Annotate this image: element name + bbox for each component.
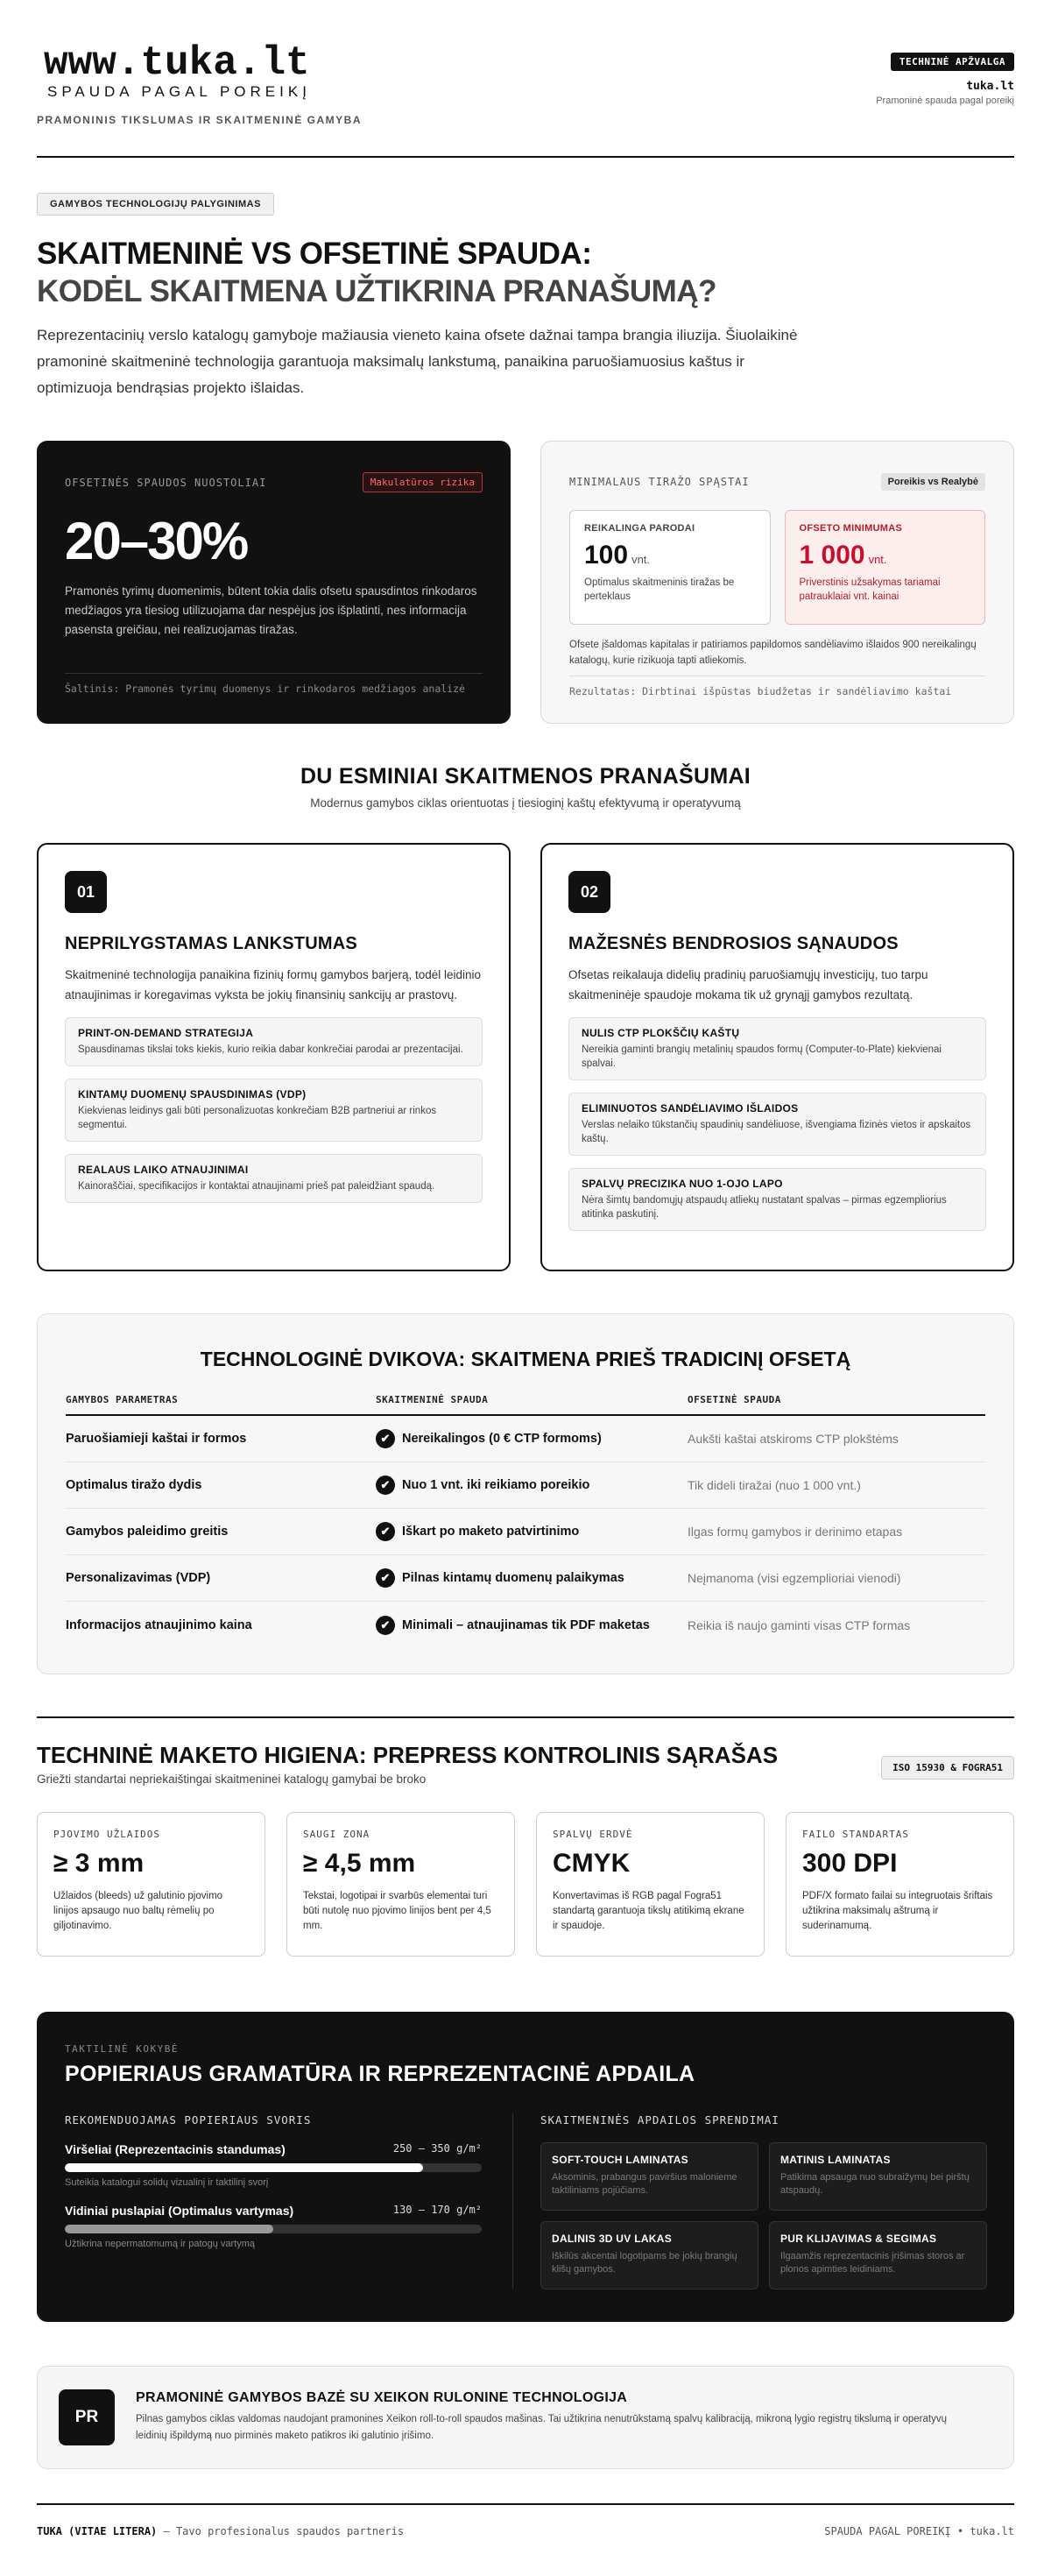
base-text: Pilnas gamybos ciklas valdomas naudojant pramonines Xeikon roll-to-roll spaudos mašinas. Tai užtikrina nenutrūkstamą spalvų kalibraciją, mikroną lygio registrų tikslumą ir operatyvų leidinių išpildymą nuo pirminės maketo patikros iki galutinio įrišimo.	[136, 2414, 947, 2441]
weight-range: 130 – 170 g/m²	[392, 2204, 482, 2216]
needed-desc: Optimalus skaitmeninis tiražas be perteklaus	[584, 577, 735, 602]
prepress-label: PJOVIMO UŽLAIDOS	[53, 1829, 160, 1840]
offset-loss-card	[37, 441, 511, 724]
digital-cell: ✔ Pilnas kintamų duomenų palaikymas	[376, 1568, 688, 1588]
prepress-value: ≥ 4,5 mm	[303, 1849, 416, 1878]
finish-card	[769, 2142, 987, 2211]
column-header: SKAITMENINĖ SPAUDA	[376, 1394, 489, 1405]
advantage-item	[65, 1079, 483, 1142]
prepress-subtitle: Griežti standartai nepriekaištingai skaitmeninei katalogų gamybai be broko	[37, 1773, 427, 1786]
page-title-line-1: SKAITMENINĖ VS OFSETINĖ SPAUDA:	[37, 237, 592, 271]
digital-cell: ✔ Nuo 1 vnt. iki reikiamo poreikio	[376, 1476, 688, 1495]
trap-note: Ofsete įšaldomas kapitalas ir patiriamos papildomos sandėliavimo išlaidos 900 nereikalingų katalogų, kurie rizikuoja tapti atliekomis.	[569, 637, 985, 676]
param-cell: Paruošiamieji kaštai ir formos	[66, 1432, 247, 1446]
minimum-value: 1 000 vnt.	[799, 541, 887, 570]
param-cell: Personalizavimas (VDP)	[66, 1571, 211, 1585]
advantage-item-desc: Nėra šimtų bandomųjų atspaudų atliekų nustatant spalvas – pirmas egzempliorius atitinka paskutinį.	[582, 1195, 947, 1220]
prepress-title: TECHNINĖ MAKETO HIGIENA: PREPRESS KONTROLINIS SĄRAŠAS	[37, 1742, 779, 1768]
logo-subtitle: SPAUDA PAGAL POREIKĮ	[47, 83, 311, 100]
trap-card-badge: Poreikis vs Realybė	[881, 473, 985, 491]
weight-bar	[65, 2225, 482, 2233]
weight-note: Suteikia katalogui solidų vizualinį ir taktilinį svorį	[65, 2177, 269, 2188]
prepress-heading	[37, 1742, 1014, 1786]
advantage-item-desc: Spausdinamas tikslai toks kiekis, kurio reikia dabar konkrečiai parodai ar prezentacijai.	[78, 1044, 463, 1055]
advantages-title: DU ESMINIAI SKAITMENOS PRANAŠUMAI	[300, 764, 751, 789]
offset-cell: Ilgas formų gamybos ir derinimo etapas	[688, 1525, 903, 1539]
table-row	[66, 1462, 985, 1509]
table-row	[66, 1602, 985, 1648]
prepress-cards	[37, 1812, 1014, 1957]
pr-icon: PR	[59, 2389, 115, 2445]
waste-risk-badge: Makulatūros rizika	[363, 472, 483, 492]
advantage-title: MAŽESNĖS BENDROSIOS SĄNAUDOS	[568, 934, 899, 953]
finish-desc: Iškilūs akcentai logotipams be jokių brangių klišų gamybos.	[552, 2251, 737, 2275]
check-icon: ✔	[376, 1568, 395, 1588]
advantage-item-desc: Verslas nelaiko tūkstančių spaudinių sandėliuose, išvengiama fizinės vietos ir apskaitos kaštų.	[582, 1120, 971, 1144]
loss-card-label: OFSETINĖS SPAUDOS NUOSTOLIAI	[65, 476, 267, 489]
lead-paragraph: Reprezentacinių verslo katalogų gamyboje mažiausia vieneto kaina ofsete dažnai tampa brangia iliuzija. Šiuolaikinė pramoninė skaitmeninė technologija garantuoja maksimalų lankstumą, panaikina paruošiamuosius kaštus ir optimizuoja bendrąsias projekto išlaidas.	[37, 327, 798, 396]
offset-cell: Neįmanoma (visi egzemplioriai vienodi)	[688, 1571, 901, 1585]
header-meta	[876, 53, 1014, 106]
page-footer	[37, 2525, 1014, 2537]
footer-left	[37, 2525, 404, 2537]
advantage-card-flexibility	[37, 843, 511, 1271]
finish-title: SOFT-TOUCH LAMINATAS	[552, 2154, 688, 2166]
needed-quantity-box	[569, 510, 771, 625]
weight-bar-fill	[65, 2163, 423, 2172]
needed-title: REIKALINGA PARODAI	[584, 523, 695, 534]
prepress-desc: PDF/X formato failai su integruotais šriftais užtikrina maksimalų aštrumą ir suderinamumą.	[802, 1891, 993, 1931]
logo[interactable]	[44, 42, 311, 100]
advantage-title: NEPRILYGSTAMAS LANKSTUMAS	[65, 934, 357, 953]
column-header: OFSETINĖ SPAUDA	[688, 1394, 781, 1405]
param-cell: Gamybos paleidimo greitis	[66, 1525, 229, 1539]
prepress-card-color-space	[536, 1812, 765, 1957]
advantage-card-costs	[540, 843, 1014, 1271]
table-row	[66, 1509, 985, 1555]
advantage-item	[568, 1017, 986, 1080]
comparison-section	[37, 1313, 1014, 1674]
min-run-trap-card	[540, 441, 1014, 724]
prepress-desc: Tekstai, logotipai ir svarbūs elementai turi būti nutolę nuo pjovimo linijos bent per 4,5 mm.	[303, 1891, 491, 1931]
advantage-number: 01	[65, 871, 107, 913]
page-title-line-2: KODĖL SKAITMENA UŽTIKRINA PRANAŠUMĄ?	[37, 274, 716, 308]
advantage-text: Skaitmeninė technologija panaikina fizinių formų gamybos barjerą, todėl leidinio atnaujinimas ir koregavimas vyksta be jokių finansinių sankcijų ar prastovų.	[65, 968, 482, 1001]
finish-card	[540, 2221, 758, 2289]
prepress-desc: Konvertavimas iš RGB pagal Fogra51 standartą garantuoja tikslų atitikimą ekrane ir spaudoje.	[553, 1891, 744, 1931]
digital-cell: ✔ Minimali – atnaujinamas tik PDF maketas	[376, 1616, 688, 1635]
finish-desc: Ilgaamžis reprezentacinis įrišimas storos ar plonos apimties leidiniams.	[780, 2251, 965, 2275]
weight-item	[65, 2204, 482, 2249]
needed-value: 100 vnt.	[584, 541, 651, 570]
footer-brand: TUKA (VITAE LITERA)	[37, 2525, 158, 2537]
loss-percentage: 20–30%	[65, 512, 248, 570]
advantage-number: 02	[568, 871, 610, 913]
footer-right[interactable]: SPAUDA PAGAL POREIKĮ • tuka.lt	[824, 2525, 1014, 2537]
finishes-title: SKAITMENINĖS APDAILOS SPRENDIMAI	[540, 2113, 779, 2127]
comparison-table	[66, 1394, 985, 1648]
weight-note: Užtikrina nepermatomumą ir patogų vartymą	[65, 2239, 256, 2249]
table-header	[66, 1394, 985, 1416]
finish-desc: Aksominis, prabangus paviršius malonieme taktiliniams pojūčiams.	[552, 2172, 737, 2196]
advantage-item-title: PRINT-ON-DEMAND STRATEGIJA	[78, 1027, 254, 1039]
offset-cell: Tik dideli tiražai (nuo 1 000 vnt.)	[688, 1478, 861, 1492]
domain-text[interactable]: tuka.lt	[966, 80, 1014, 93]
category-pill: GAMYBOS TECHNOLOGIJŲ PALYGINIMAS	[37, 193, 274, 216]
page-header	[37, 42, 1014, 156]
offset-cell: Reikia iš naujo gaminti visas CTP formas	[688, 1617, 911, 1632]
review-badge: TECHNINĖ APŽVALGA	[891, 53, 1014, 71]
finish-card	[769, 2221, 987, 2289]
offset-cell: Aukšti kaštai atskiroms CTP plokštėms	[688, 1432, 899, 1446]
advantage-item	[568, 1093, 986, 1156]
advantage-item-title: ELIMINUOTOS SANDĖLIAVIMO IŠLAIDOS	[582, 1102, 799, 1115]
comparison-title: TECHNOLOGINĖ DVIKOVA: SKAITMENA PRIEŠ TRADICINĮ OFSETĄ	[200, 1348, 851, 1370]
prepress-card-safe-zone	[286, 1812, 515, 1957]
page-title	[37, 235, 1014, 310]
digital-cell: ✔ Nereikalingos (0 € CTP formoms)	[376, 1429, 688, 1448]
advantages-heading	[37, 764, 1014, 810]
column-header: GAMYBOS PARAMETRAS	[66, 1394, 179, 1405]
param-cell: Optimalus tiražo dydis	[66, 1478, 202, 1492]
advantage-item	[568, 1168, 986, 1231]
finish-card	[540, 2142, 758, 2211]
prepress-value: CMYK	[553, 1849, 631, 1878]
logo-text: www.tuka.lt	[44, 40, 310, 86]
hero-section	[37, 193, 1014, 401]
base-title: PRAMONINĖ GAMYBOS BAZĖ SU XEIKON RULONINE TECHNOLOGIJA	[136, 2390, 628, 2405]
advantage-text: Ofsetas reikalauja didelių pradinių paruošiamųjų investicijų, tuo tarpu skaitmeninėje spaudoje mokama tik už grynąjį gamybos rezultatą.	[568, 968, 928, 1001]
advantages-subtitle: Modernus gamybos ciklas orientuotas į tiesioginį kaštų efektyvumą ir operatyvumą	[310, 796, 741, 810]
minimum-title: OFSETO MINIMUMAS	[799, 523, 903, 534]
weight-name: Vidiniai puslapiai (Optimalus vartymas)	[65, 2204, 294, 2218]
tagline: PRAMONINIS TIKSLUMAS IR SKAITMENINĖ GAMYBA	[37, 114, 363, 126]
prepress-label: FAILO STANDARTAS	[802, 1829, 909, 1840]
weight-bar-fill	[65, 2225, 273, 2233]
footer-brand-tail: — Tavo profesionalus spaudos partneris	[157, 2525, 405, 2537]
standards-badge: ISO 15930 & FOGRA51	[881, 1756, 1014, 1780]
weights-title: REKOMENDUOJAMAS POPIERIAUS SVORIS	[65, 2113, 312, 2127]
advantage-item	[65, 1154, 483, 1203]
footer-divider	[37, 2503, 1014, 2505]
finish-desc: Patikima apsauga nuo subraižymų bei pirštų atspaudų.	[780, 2172, 970, 2196]
finish-title: MATINIS LAMINATAS	[780, 2154, 891, 2166]
advantage-item-desc: Kainoraščiai, specifikacijos ir kontaktai atnaujinami prieš pat paleidžiant spaudą.	[78, 1181, 435, 1192]
check-icon: ✔	[376, 1522, 395, 1541]
advantage-item	[65, 1017, 483, 1066]
advantage-item-title: REALAUS LAIKO ATNAUJINIMAI	[78, 1164, 249, 1176]
prepress-label: SPALVŲ ERDVĖ	[553, 1829, 633, 1840]
minimum-desc: Priverstinis užsakymas tariamai patrauklaiai vnt. kainai	[799, 577, 941, 602]
paper-finishes	[540, 2113, 987, 2289]
param-cell: Informacijos atnaujinimo kaina	[66, 1617, 252, 1632]
paper-title: POPIERIAUS GRAMATŪRA IR REPREZENTACINĖ APDAILA	[65, 2062, 695, 2086]
advantage-item-desc: Kiekvienas leidinys gali būti personalizuotas konkrečiam B2B partneriui ar rinkos segmentui.	[78, 1106, 437, 1130]
digital-cell: ✔ Iškart po maketo patvirtinimo	[376, 1522, 688, 1541]
prepress-label: SAUGI ZONA	[303, 1829, 370, 1840]
paper-weights	[65, 2113, 482, 2249]
section-divider	[37, 1716, 1014, 1718]
header-divider	[37, 156, 1014, 158]
loss-source: Šaltinis: Pramonės tyrimų duomenys ir rinkodaros medžiagos analizė	[65, 673, 483, 695]
paper-divider	[512, 2113, 513, 2289]
paper-label: TAKTILINĖ KOKYBĖ	[65, 2043, 179, 2055]
weight-bar	[65, 2163, 482, 2172]
trap-card-label: MINIMALAUS TIRAŽO SPĄSTAI	[569, 476, 750, 488]
production-base-card	[37, 2366, 1014, 2469]
prepress-card-file-standard	[786, 1812, 1014, 1957]
table-row	[66, 1555, 985, 1602]
advantage-item-desc: Nereikia gaminti brangių metalinių spaudos formų (Computer-to-Plate) kiekvienai spalvai.	[582, 1044, 942, 1069]
check-icon: ✔	[376, 1429, 395, 1448]
advantage-item-title: SPALVŲ PRECIZIKA NUO 1-OJO LAPO	[582, 1178, 783, 1190]
offset-minimum-box	[785, 510, 986, 625]
prepress-card-bleed	[37, 1812, 265, 1957]
advantage-item-title: KINTAMŲ DUOMENŲ SPAUSDINIMAS (VDP)	[78, 1088, 307, 1100]
prepress-value: ≥ 3 mm	[53, 1849, 145, 1878]
header-description: Pramoninė spauda pagal poreikį	[876, 96, 1014, 106]
finish-title: DALINIS 3D UV LAKAS	[552, 2233, 673, 2245]
weight-item	[65, 2142, 482, 2188]
paper-section	[37, 2012, 1014, 2322]
weight-range: 250 – 350 g/m²	[392, 2142, 482, 2155]
trap-result: Rezultatas: Dirbtinai išpūstas biudžetas ir sandėliavimo kaštai	[569, 685, 952, 697]
weight-name: Viršeliai (Reprezentacinis standumas)	[65, 2142, 286, 2156]
prepress-value: 300 DPI	[802, 1849, 898, 1878]
stats-row	[37, 441, 1014, 724]
finish-title: PUR KLIJAVIMAS & SEGIMAS	[780, 2233, 937, 2245]
advantage-item-title: NULIS CTP PLOKŠČIŲ KAŠTŲ	[582, 1027, 740, 1039]
check-icon: ✔	[376, 1616, 395, 1635]
prepress-desc: Užlaidos (bleeds) už galutinio pjovimo linijos apsaugo nuo baltų rėmelių po giljotinavimo.	[53, 1891, 223, 1931]
loss-description: Pramonės tyrimų duomenimis, būtent tokia dalis ofsetu spausdintos rinkodaros medžiagos yra tiesiog utilizuojama dar nespėjus jos išplatinti, nes informacija pasensta greičiau, nei realizuojamas tiražas.	[65, 584, 477, 636]
check-icon: ✔	[376, 1476, 395, 1495]
table-row	[66, 1416, 985, 1462]
